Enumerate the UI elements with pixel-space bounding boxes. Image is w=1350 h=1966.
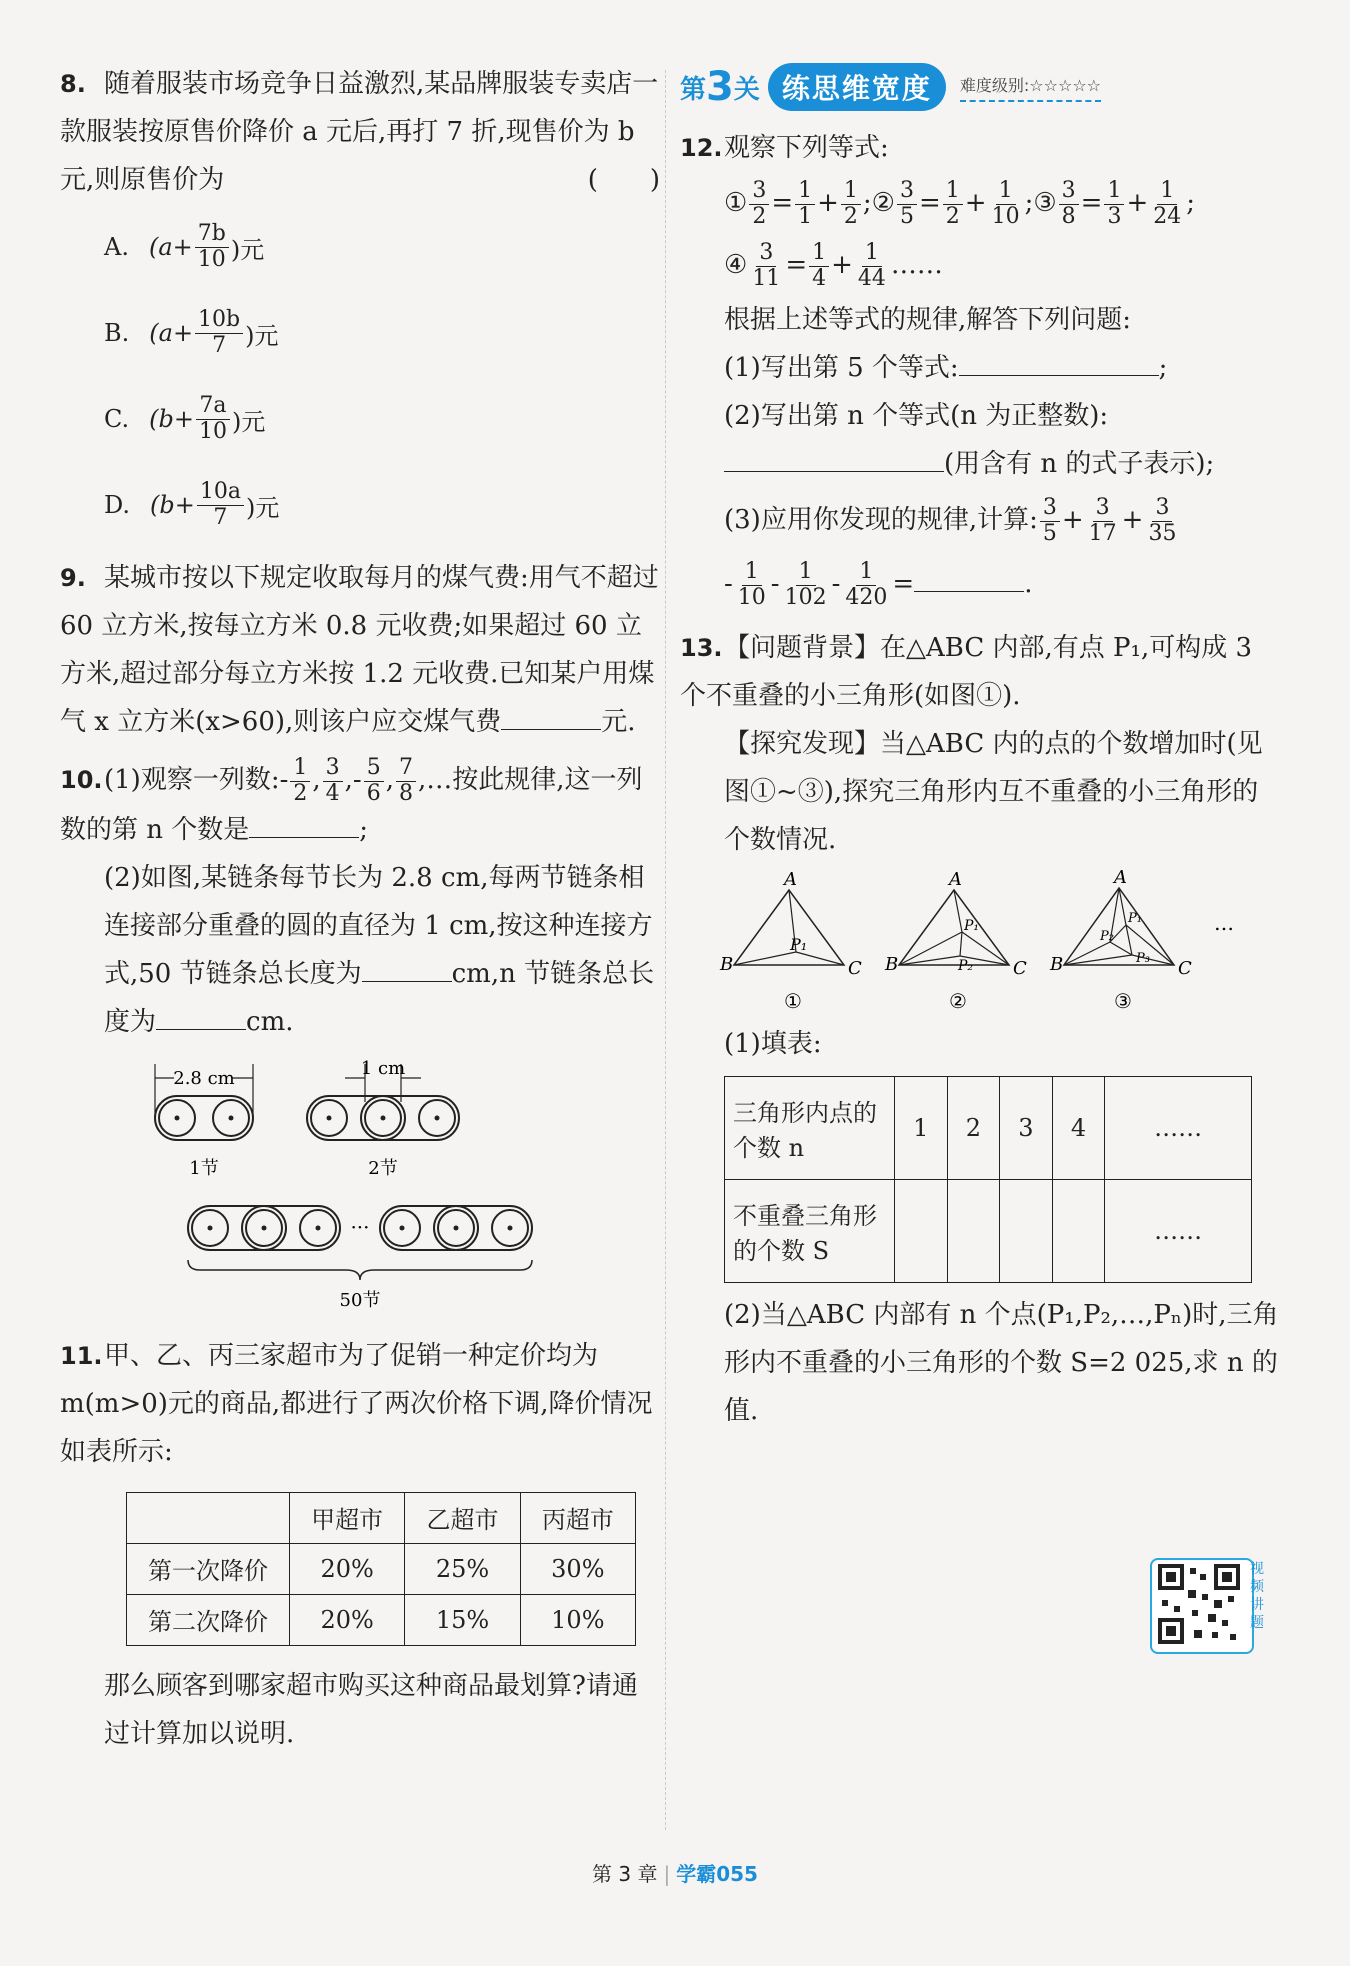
numerator: 3 <box>749 179 769 204</box>
numerator: 1 <box>290 756 310 781</box>
figure-caption: ③ <box>1114 989 1132 1013</box>
fraction <box>290 756 310 805</box>
fraction <box>855 241 889 290</box>
figure-caption: 2节 <box>368 1157 398 1179</box>
table-cell: 甲超市 <box>290 1492 405 1543</box>
numerator: 10a <box>197 480 244 505</box>
part-2-text: (2)写出第 n 个等式(n 为正整数): <box>724 401 1109 431</box>
level-suffix: 关 <box>733 74 760 105</box>
option-pre: (a+ <box>149 319 194 347</box>
fraction <box>196 394 230 443</box>
qr-label: 视频讲题 <box>1250 1561 1264 1631</box>
equation-mark: ② <box>871 188 895 218</box>
numerator: 3 <box>1152 496 1172 521</box>
operator: - <box>831 569 841 599</box>
svg-text:P₂: P₂ <box>958 958 974 974</box>
denominator: 5 <box>1042 520 1057 546</box>
denominator: 5 <box>899 203 914 229</box>
row-header: 不重叠三角形的个数 S <box>725 1180 895 1283</box>
rule-text: 根据上述等式的规律,解答下列问题: <box>724 305 1132 335</box>
question-text: 随着服装市场竞争日益激烈,某品牌服装专卖店一款服装按原售价降价 a 元后,再打 7 折,现售价为 b 元,则原售价为 <box>60 69 659 195</box>
answer-blank[interactable] <box>249 837 359 838</box>
part-1-text: ,…按此规律,这一列数的第 n 个数是 <box>60 765 643 845</box>
fraction <box>795 179 815 228</box>
denominator: 8 <box>398 780 413 806</box>
plus: + <box>1126 188 1149 218</box>
table-header-row <box>127 1492 636 1543</box>
operator: - <box>770 569 780 599</box>
sign: - <box>352 765 362 795</box>
denominator: 8 <box>1061 203 1076 229</box>
calc-equals: = <box>892 569 915 599</box>
denominator: 10 <box>198 418 227 444</box>
ellipsis: ··· <box>350 1214 370 1239</box>
equation-mark: ④ <box>724 250 748 280</box>
part-1-intro: (1)观察一列数: <box>104 765 280 795</box>
equals: = <box>1080 188 1103 218</box>
section-header <box>680 60 1280 114</box>
question-suffix: 元. <box>601 707 636 737</box>
denominator: 420 <box>845 584 888 610</box>
question-text: 甲、乙、丙三家超市为了促销一种定价均为 m(m>0)元的商品,都进行了两次价格下调,降价情况如表所示: <box>60 1340 653 1467</box>
part-2 <box>680 392 1280 488</box>
denominator: 3 <box>1107 203 1122 229</box>
numerator: 7 <box>396 756 416 781</box>
denominator: 4 <box>325 780 340 806</box>
brand-name: 学霸 <box>676 1862 717 1886</box>
operator: + <box>1061 505 1084 535</box>
triangle-figure-3 <box>1049 867 1192 1013</box>
triangle-figures <box>720 867 1244 1020</box>
option-pre: (b+ <box>150 491 195 519</box>
answer-blank[interactable] <box>914 591 1024 592</box>
denominator: 10 <box>991 203 1020 229</box>
answer-blank[interactable] <box>501 729 601 730</box>
numerator: 1 <box>996 179 1016 204</box>
fraction <box>195 222 229 271</box>
equation-end: ; <box>862 188 872 218</box>
triangle-figure-2 <box>884 869 1027 1013</box>
triangle-figure-1 <box>719 869 862 1013</box>
numerator: 7a <box>196 394 229 419</box>
question-number: 9. <box>60 564 86 592</box>
answer-cell[interactable] <box>1000 1180 1053 1283</box>
right-column <box>680 60 1280 1435</box>
section-tag: 练思维宽度 <box>768 63 946 111</box>
svg-text:C: C <box>848 958 862 979</box>
denominator: 10 <box>197 246 226 272</box>
chain-1-link <box>155 1064 253 1179</box>
numerator: 1 <box>1157 179 1177 204</box>
figure-caption: ② <box>949 989 967 1013</box>
denominator: 35 <box>1148 520 1177 546</box>
table-cell: 丙超市 <box>520 1492 635 1543</box>
denominator: 2 <box>945 203 960 229</box>
denominator: 10 <box>737 584 766 610</box>
fraction <box>749 241 783 290</box>
svg-text:C: C <box>1013 958 1027 979</box>
question-number: 10. <box>60 766 103 794</box>
table-cell: 20% <box>290 1594 405 1645</box>
denominator: 6 <box>366 780 381 806</box>
numerator: 1 <box>809 241 829 266</box>
answer-blank[interactable] <box>724 471 944 472</box>
fraction <box>989 179 1023 228</box>
option <box>104 290 384 376</box>
numerator: 3 <box>1059 179 1079 204</box>
denominator: 17 <box>1088 520 1117 546</box>
option-letter: C. <box>104 405 130 433</box>
part-1: (1)填表: <box>724 1029 822 1059</box>
table-cell <box>127 1492 290 1543</box>
question-text: 某城市按以下规定收取每月的煤气费:用气不超过 60 立方米,按每立方米 0.8 元收费;如果超过 60 立方米,超过部分每立方米按 1.2 元收费.已知某户用煤气 x 立方米(x>60),则该户应交煤气费 <box>60 563 659 737</box>
option-pre: (a+ <box>148 233 193 261</box>
svg-text:P₁: P₁ <box>964 918 980 934</box>
answer-blank[interactable] <box>959 375 1159 376</box>
separator: , <box>312 765 321 795</box>
numerator: 3 <box>323 756 343 781</box>
equation-mark: ① <box>724 188 748 218</box>
denominator: 11 <box>752 265 781 291</box>
part-2-hint: (用含有 n 的式子表示); <box>944 449 1215 479</box>
option-pre: (b+ <box>149 405 194 433</box>
svg-text:P₁: P₁ <box>790 935 808 954</box>
denominator: 44 <box>857 265 886 291</box>
table-row <box>725 1077 1252 1180</box>
period: . <box>1024 569 1033 599</box>
equation-end: ; <box>1186 188 1196 218</box>
numerator: 3 <box>897 179 917 204</box>
qr-code-icon[interactable] <box>1150 1558 1254 1654</box>
table-row <box>127 1594 636 1645</box>
question-11 <box>60 1332 660 1476</box>
part-2-end: cm. <box>246 1006 294 1037</box>
table-cell: 4 <box>1052 1077 1105 1180</box>
fraction <box>195 308 243 357</box>
fraction <box>841 179 861 228</box>
answer-cell[interactable] <box>1052 1180 1105 1283</box>
question-10 <box>60 756 660 1046</box>
table-cell: 1 <box>895 1077 948 1180</box>
option-letter: D. <box>104 491 131 519</box>
svg-text:P₃: P₃ <box>1136 951 1150 966</box>
sign: - <box>279 765 289 795</box>
discount-table <box>126 1492 636 1646</box>
option-post: )元 <box>245 321 279 350</box>
svg-text:A: A <box>949 869 962 890</box>
numerator: 1 <box>841 179 861 204</box>
option <box>104 204 384 290</box>
equation-end: ; <box>1024 188 1034 218</box>
question-8 <box>60 60 660 204</box>
numerator: 3 <box>756 241 776 266</box>
part-2 <box>60 854 660 1046</box>
table-cell: 30% <box>520 1543 635 1594</box>
denominator: 7 <box>213 504 228 530</box>
plus: + <box>831 250 853 280</box>
table-cell: 10% <box>520 1594 635 1645</box>
question-intro: 观察下列等式: <box>724 133 889 163</box>
equals: = <box>785 250 808 280</box>
level-number: 3 <box>706 64 734 110</box>
ellipsis: … <box>1214 911 1234 935</box>
numerator: 1 <box>943 179 963 204</box>
option <box>104 376 384 462</box>
denominator: 2 <box>843 203 858 229</box>
fraction <box>735 560 769 609</box>
answer-blank[interactable] <box>362 981 452 982</box>
left-column <box>60 60 660 1758</box>
fill-in-table <box>724 1076 1252 1283</box>
numerator: 3 <box>1040 496 1060 521</box>
part-1-end: ; <box>359 814 369 845</box>
svg-text:B: B <box>720 954 734 975</box>
denominator: 2 <box>293 780 308 806</box>
option-post: )元 <box>230 235 265 264</box>
dimension-label: 2.8 cm <box>173 1067 235 1089</box>
denominator: 4 <box>812 265 827 291</box>
fraction <box>809 241 829 290</box>
equation <box>871 178 1034 229</box>
part-1-text: (1)写出第 5 个等式: <box>724 353 959 383</box>
table-cell: 20% <box>290 1543 405 1594</box>
separator: , <box>385 765 394 795</box>
numerator: 1 <box>1104 179 1124 204</box>
fraction <box>1040 496 1060 545</box>
denominator: 2 <box>752 203 767 229</box>
plus: + <box>964 188 987 218</box>
equals: = <box>918 188 941 218</box>
table-cell: 第二次降价 <box>127 1594 290 1645</box>
svg-text:A: A <box>1114 867 1127 888</box>
fraction <box>842 560 890 609</box>
fraction <box>1059 179 1079 228</box>
numerator: 1 <box>742 560 762 585</box>
chain-2-links <box>307 1058 459 1179</box>
option <box>104 462 384 548</box>
denominator: 102 <box>784 584 827 610</box>
part-1-end: ; <box>1158 353 1168 383</box>
answer-cell[interactable] <box>947 1180 1000 1283</box>
plus: + <box>817 188 839 218</box>
fraction <box>1150 179 1184 228</box>
option-post: )元 <box>245 493 280 522</box>
svg-text:A: A <box>784 869 797 890</box>
part-2-text: (2)如图,某链条每节长为 2.8 cm,每两节链条相连接部分重叠的圆的直径为 1 cm,按这种连接方式,50 节链条总长度为 <box>104 862 653 989</box>
svg-text:B: B <box>885 954 899 975</box>
column-divider <box>665 70 666 1830</box>
option-letter: B. <box>104 319 130 347</box>
denominator: 7 <box>212 332 227 358</box>
part-3-text: (3)应用你发现的规律,计算: <box>724 505 1038 535</box>
fraction <box>364 756 384 805</box>
numerator: 1 <box>795 179 815 204</box>
numerator: 1 <box>796 560 816 585</box>
chapter-label: 第 3 章 <box>592 1862 658 1886</box>
question-number: 13. <box>680 634 723 662</box>
fraction <box>1104 179 1124 228</box>
part-1 <box>680 344 1280 392</box>
q8-options <box>104 204 660 548</box>
question-12 <box>680 124 1280 172</box>
question-9 <box>60 554 660 746</box>
fraction <box>782 560 830 609</box>
denominator: 24 <box>1153 203 1182 229</box>
table-cell: …… <box>1105 1077 1252 1180</box>
answer-blank[interactable] <box>156 1029 246 1030</box>
question-11-ask: 那么顾客到哪家超市购买这种商品最划算?请通过计算加以说明. <box>104 1670 638 1749</box>
sequence <box>279 755 418 806</box>
part-2-mid: cm,n 节链条总长度为 <box>104 958 655 1037</box>
question-number: 11. <box>60 1341 103 1370</box>
svg-text:B: B <box>1050 954 1064 975</box>
answer-cell[interactable] <box>895 1180 948 1283</box>
fraction <box>197 480 244 529</box>
numerator: 7b <box>195 222 229 247</box>
answer-paren: ( ) <box>587 165 660 195</box>
option-post: )元 <box>231 407 266 436</box>
fraction <box>396 756 416 805</box>
table-cell: 第一次降价 <box>127 1543 290 1594</box>
fraction <box>749 179 769 228</box>
table-cell: 15% <box>405 1594 520 1645</box>
figure-caption: 50节 <box>339 1289 381 1311</box>
equation <box>724 240 943 291</box>
option-letter: A. <box>104 233 129 261</box>
page-number: 055 <box>716 1862 758 1886</box>
table-row <box>127 1543 636 1594</box>
fraction <box>897 179 917 228</box>
equals: = <box>771 188 794 218</box>
question-13 <box>680 624 1280 864</box>
difficulty-rating: 难度级别:☆☆☆☆☆ <box>960 73 1101 102</box>
table-cell: 乙超市 <box>405 1492 520 1543</box>
chain-figure <box>60 1056 660 1326</box>
footer-separator: | <box>663 1862 671 1886</box>
operator: - <box>724 569 733 599</box>
numerator: 5 <box>364 756 384 781</box>
level-prefix: 第 <box>680 74 707 105</box>
table-cell: 2 <box>947 1077 1000 1180</box>
part-2: (2)当△ABC 内部有 n 个点(P₁,P₂,…,Pₙ)时,三角形内不重叠的小三角形的个数 S=2 025,求 n 的值. <box>724 1300 1279 1426</box>
question-number: 8. <box>60 70 86 98</box>
fraction <box>323 756 343 805</box>
problem-background: 【问题背景】在△ABC 内部,有点 P₁,可构成 3 个不重叠的小三角形(如图①). <box>680 633 1253 711</box>
part-3 <box>680 488 1280 616</box>
fraction <box>1145 496 1179 545</box>
svg-text:C: C <box>1178 958 1192 979</box>
figure-caption: 1节 <box>189 1157 219 1179</box>
numerator: 1 <box>856 560 876 585</box>
equation-end: …… <box>890 250 943 280</box>
operator: + <box>1121 505 1144 535</box>
chain-50-links <box>188 1206 532 1311</box>
explore-text: 【探究发现】当△ABC 内的点的个数增加时(见图①~③),探究三角形内互不重叠的小三角形的个数情况. <box>724 729 1263 855</box>
numerator: 1 <box>862 241 882 266</box>
equation <box>1033 178 1196 229</box>
table-cell: …… <box>1105 1180 1252 1283</box>
table-cell: 25% <box>405 1543 520 1594</box>
page-footer <box>0 1858 1350 1887</box>
equation-list <box>680 172 1280 296</box>
question-number: 12. <box>680 134 723 162</box>
figure-caption: ① <box>784 989 802 1013</box>
numerator: 10b <box>195 308 243 333</box>
table-cell: 3 <box>1000 1077 1053 1180</box>
svg-text:P₁: P₁ <box>1128 911 1142 926</box>
numerator: 3 <box>1093 496 1113 521</box>
fraction <box>943 179 963 228</box>
svg-text:P₂: P₂ <box>1100 929 1114 944</box>
equation-mark: ③ <box>1033 188 1057 218</box>
table-row <box>725 1180 1252 1283</box>
equation <box>724 178 872 229</box>
separator: , <box>344 765 353 795</box>
fraction <box>1086 496 1120 545</box>
dimension-label: 1 cm <box>360 1057 406 1079</box>
denominator: 1 <box>798 203 813 229</box>
row-header: 三角形内点的个数 n <box>725 1077 895 1180</box>
